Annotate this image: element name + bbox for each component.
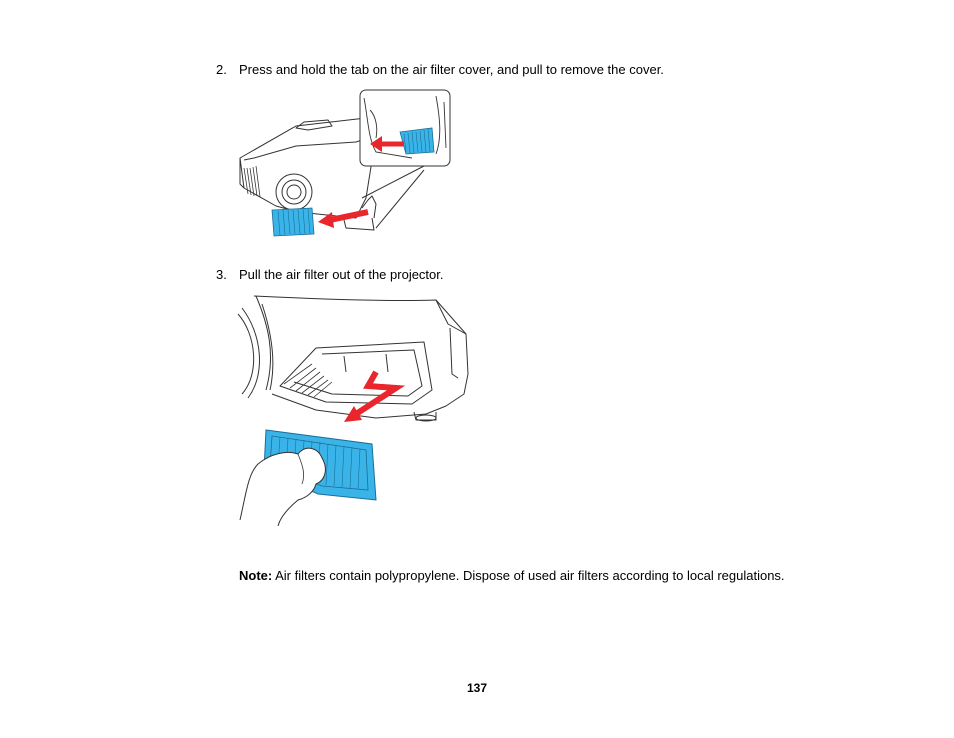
page-number: 137	[466, 681, 488, 695]
step-text: Press and hold the tab on the air filter cover, and pull to remove the cover.	[239, 62, 664, 77]
remove-filter-cover-illustration	[236, 88, 454, 240]
note-text: Air filters contain polypropylene. Dispose of used air filters according to local regulations.	[272, 568, 785, 583]
pull-filter-illustration	[236, 294, 472, 526]
step-number: 2.	[216, 62, 227, 77]
step-text: Pull the air filter out of the projector.	[239, 267, 444, 282]
note-label: Note:	[239, 568, 273, 583]
step-number: 3.	[216, 267, 227, 282]
note	[239, 568, 785, 584]
